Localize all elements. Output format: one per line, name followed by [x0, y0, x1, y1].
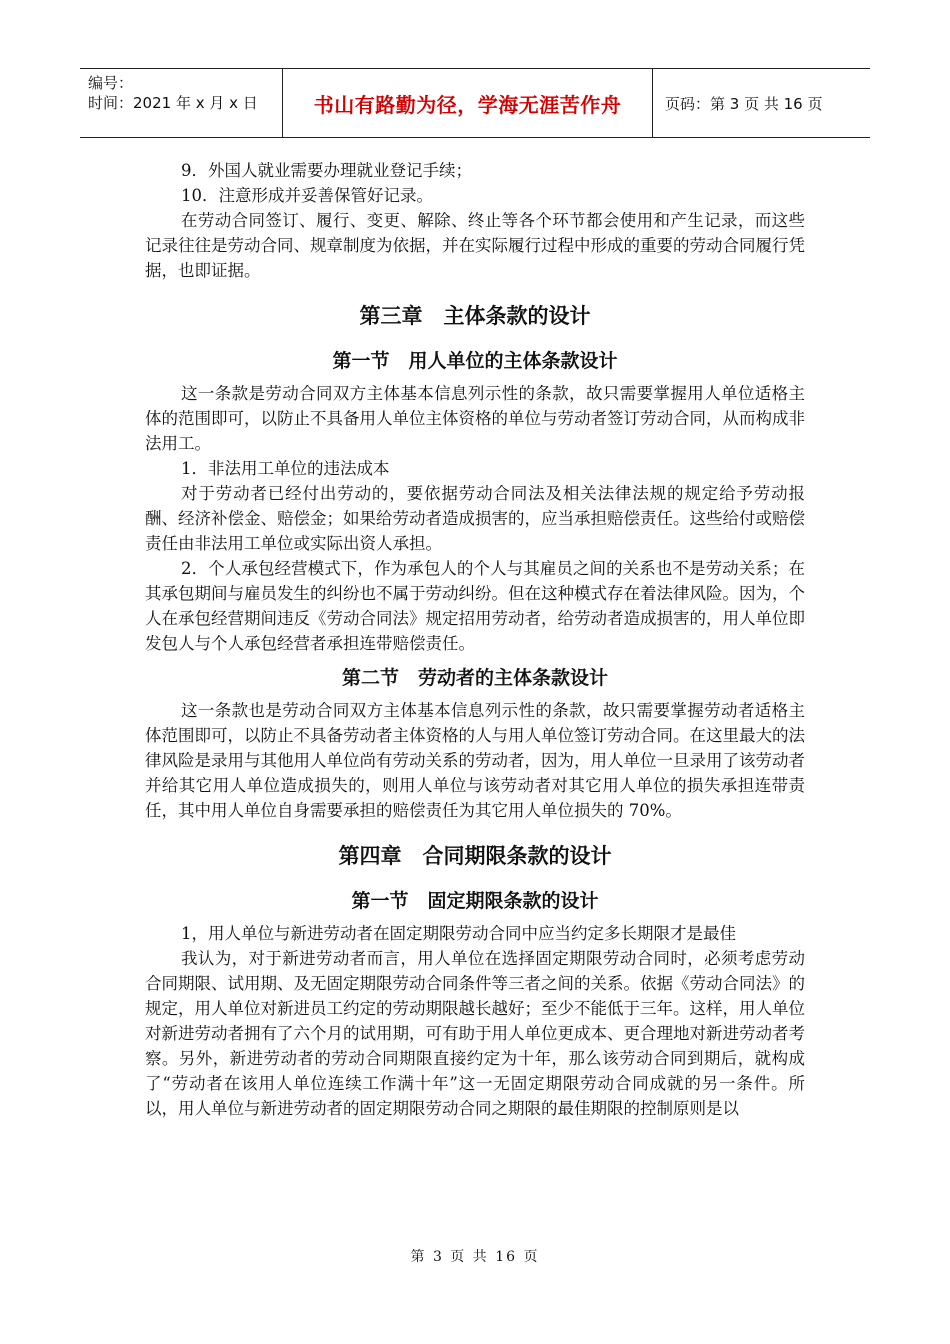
- document-header: [80, 68, 870, 138]
- paragraph: 1．非法用工单位的违法成本: [181, 459, 390, 478]
- paragraph: 9．外国人就业需要办理就业登记手续；: [181, 161, 472, 180]
- section-title: 第一节 固定期限条款的设计: [351, 890, 599, 912]
- page-footer: 第 3 页 共 16 页: [410, 1249, 540, 1265]
- paragraph: 10．注意形成并妥善保管好记录。: [181, 186, 433, 205]
- paragraph: 我认为，对于新进劳动者而言，用人单位在选择固定期限劳动合同时，必须考虑劳动合同期限、试用期、及无固定期限劳动合同条件等三者之间的关系。依据《劳动合同法》的规定，用人单位对新进员工约定的劳动期限越长越好；至少不能低于三年。这样，用人单位对新进劳动者拥有了六个月的试用期，可有助于用人单位更成本、更合理地对新进劳动者考察。另外，新进劳动者的劳动合同期限直接约定为十年，那么该劳动合同到期后，就构成了“劳动者在该用人单位连续工作满十年”这一无固定期限劳动合同成就的另一条件。所以，用人单位与新进劳动者的固定期限劳动合同之期限的最佳期限的控制原则是以: [145, 949, 805, 1118]
- section-title: 第一节 用人单位的主体条款设计: [332, 350, 618, 372]
- paragraph: 在劳动合同签订、履行、变更、解除、终止等各个环节都会使用和产生记录，而这些记录往往是劳动合同、规章制度为依据，并在实际履行过程中形成的重要的劳动合同履行凭据，也即证据。: [145, 211, 805, 280]
- header-meta-cell: [80, 69, 283, 137]
- header-motto: 书山有路勤为径，学海无涯苦作舟: [283, 69, 653, 137]
- paragraph: 2．个人承包经营模式下，作为承包人的个人与其雇员之间的关系也不是劳动关系；在其承包期间与雇员发生的纠纷也不属于劳动纠纷。但在这种模式存在着法律风险。因为，个人在承包经营期间违反《劳动合同法》规定招用劳动者，给劳动者造成损害的，用人单位即发包人与个人承包经营者承担连带赔偿责任。: [145, 559, 805, 653]
- paragraph: 1，用人单位与新进劳动者在固定期限劳动合同中应当约定多长期限才是最佳: [181, 924, 736, 943]
- section-title: 第二节 劳动者的主体条款设计: [341, 667, 608, 689]
- date-label: 时间：2021 年 x 月 x 日: [88, 94, 258, 112]
- paragraph: 这一条款也是劳动合同双方主体基本信息列示性的条款，故只需要掌握劳动者适格主体范围即可，以防止不具备劳动者主体资格的人与用人单位签订劳动合同。在这里最大的法律风险是录用与其他用人单位尚有劳动关系的劳动者，因为，用人单位一旦录用了该劳动者并给其它用人单位造成损失的，则用人单位与该劳动者对其它用人单位的损失承担连带责任，其中用人单位自身需要承担的赔偿责任为其它用人单位损失的 70%。: [145, 701, 805, 820]
- paragraph: 对于劳动者已经付出劳动的，要依据劳动合同法及相关法律法规的规定给予劳动报酬、经济补偿金、赔偿金；如果给劳动者造成损害的，应当承担赔偿责任。这些给付或赔偿责任由非法用工单位或实际出资人承担。: [145, 484, 805, 553]
- paragraph: 这一条款是劳动合同双方主体基本信息列示性的条款，故只需要掌握用人单位适格主体的范围即可，以防止不具备用人单位主体资格的单位与劳动者签订劳动合同，从而构成非法用工。: [145, 384, 805, 453]
- header-page-info: 页码：第 3 页 共 16 页: [665, 94, 823, 113]
- chapter-title: 第四章 合同期限条款的设计: [338, 844, 612, 868]
- number-label: 编号：: [88, 74, 134, 92]
- chapter-title: 第三章 主体条款的设计: [359, 304, 591, 328]
- document-body: [145, 158, 805, 1121]
